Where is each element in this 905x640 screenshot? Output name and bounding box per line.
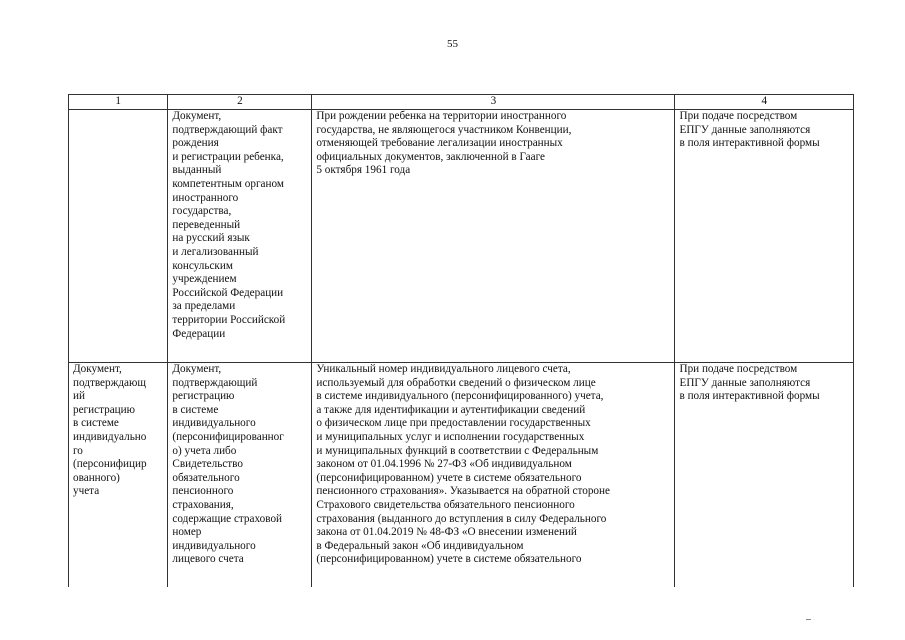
- cell-line: и регистрации ребенка,: [172, 150, 284, 163]
- cell-line: законом от 01.04.1996 № 27-ФЗ «Об индивидуальном: [316, 458, 572, 471]
- document-table: [68, 94, 854, 587]
- cell-line: консульским: [172, 259, 233, 272]
- cell-line: переведенный: [172, 218, 241, 231]
- cell-line: индивидуального: [172, 417, 256, 430]
- cell-line: в Федеральный закон «Об индивидуальном: [316, 539, 524, 552]
- cell-line: регистрацию: [73, 403, 136, 416]
- cell-line: отменяющей требование легализации иностранных: [316, 137, 563, 150]
- cell-line: и муниципальных функций в соответствии с Федеральным: [316, 444, 599, 457]
- cell-line: Федерации: [172, 327, 226, 340]
- cell-line: обязательного: [172, 471, 240, 484]
- cell-line: (персонифицированном) учете в системе обязательного: [316, 471, 582, 484]
- cell-line: в системе: [172, 403, 219, 416]
- cell-line: (персонифицированном) учете в системе обязательного: [316, 553, 582, 566]
- cell-line: выданный: [172, 164, 222, 177]
- cell-description: [312, 110, 675, 363]
- cell-submission-note: [675, 363, 854, 588]
- cell-line: Российской Федерации: [172, 286, 284, 299]
- cell-line: учреждением: [172, 273, 237, 286]
- cell-document: [168, 363, 312, 588]
- header-cell-1: 1: [69, 95, 168, 110]
- cell-line: в системе индивидуального (персонифицированного) учета,: [316, 390, 604, 403]
- cell-line: подтверждающий: [172, 376, 258, 389]
- cell-line: территории Российской: [172, 313, 286, 326]
- cell-line: ий: [73, 390, 85, 403]
- cell-line: пенсионного: [172, 485, 234, 498]
- cell-line: используемый для обработки сведений о физическом лице: [316, 376, 596, 389]
- header-row: [69, 95, 854, 110]
- cell-line: номер: [172, 526, 202, 539]
- cell-line: иностранного: [172, 191, 239, 204]
- cell-line: Страхового свидетельства обязательного пенсионного: [316, 498, 575, 511]
- cell-line: Документ,: [172, 110, 222, 122]
- cell-name: [69, 363, 168, 588]
- cell-line: официальных документов, заключенной в Гааге: [316, 150, 545, 163]
- cell-description: [312, 363, 675, 588]
- cell-line: го: [73, 444, 83, 457]
- cell-line: индивидуально: [73, 430, 147, 443]
- cell-line: пенсионного страхования». Указывается на обратной стороне: [316, 485, 610, 498]
- cell-line: страхования,: [172, 498, 234, 511]
- cell-line: (персонифицированног: [172, 430, 284, 443]
- cell-line: на русский язык: [172, 232, 250, 245]
- cell-document: [168, 110, 312, 363]
- cell-line: Документ,: [172, 363, 222, 375]
- cell-line: индивидуального: [172, 539, 256, 552]
- cell-line: регистрацию: [172, 390, 235, 403]
- cell-line: подтверждающий факт: [172, 123, 283, 136]
- header-cell-2: 2: [168, 95, 312, 110]
- cell-line: (персонифицир: [73, 458, 147, 471]
- table-row: [69, 363, 854, 588]
- cell-line: Документ,: [73, 363, 122, 375]
- header-cell-4: 4: [675, 95, 854, 110]
- cell-line: и муниципальных услуг и исполнении государственных: [316, 430, 585, 443]
- cell-line: подтверждающ: [73, 376, 146, 389]
- table-row: [69, 110, 854, 363]
- cell-line: Уникальный номер индивидуального лицевого счета,: [316, 363, 571, 375]
- cell-line: а также для идентификации и аутентификации сведений: [316, 403, 586, 416]
- cell-line: в системе: [73, 417, 119, 430]
- cell-line: При рождении ребенка на территории иностранного: [316, 110, 567, 122]
- cell-line: государства, не являющегося участником Конвенции,: [316, 123, 572, 136]
- cell-name: [69, 110, 168, 363]
- cell-line: 5 октября 1961 года: [316, 164, 411, 177]
- cell-line: Свидетельство: [172, 458, 243, 471]
- header-cell-3: 3: [312, 95, 675, 110]
- cell-line: учета: [73, 485, 100, 498]
- cell-line: за пределами: [172, 300, 236, 313]
- cell-line: страхования (выданного до вступления в силу Федерального: [316, 512, 607, 525]
- cell-line: содержащие страховой: [172, 512, 283, 525]
- cell-line: ЕПГУ данные заполняются: [679, 376, 811, 389]
- cell-line: ованного): [73, 471, 120, 484]
- cell-line: и легализованный: [172, 245, 259, 258]
- cell-line: ЕПГУ данные заполняются: [679, 123, 811, 136]
- cell-line: При подаче посредством: [679, 110, 798, 122]
- cell-line: в поля интерактивной формы: [679, 390, 820, 403]
- scan-mark: [806, 619, 811, 620]
- page-number: 55: [447, 38, 458, 50]
- cell-line: При подаче посредством: [679, 363, 798, 375]
- cell-line: государства,: [172, 205, 232, 218]
- cell-submission-note: [675, 110, 854, 363]
- cell-line: рождения: [172, 137, 219, 150]
- cell-line: компетентным органом: [172, 177, 284, 190]
- cell-line: лицевого счета: [172, 553, 244, 566]
- cell-line: о) учета либо: [172, 444, 237, 457]
- cell-line: о физическом лице при предоставлении государственных: [316, 417, 591, 430]
- cell-line: закона от 01.04.2019 № 48-ФЗ «О внесении изменений: [316, 526, 577, 539]
- cell-line: в поля интерактивной формы: [679, 137, 820, 150]
